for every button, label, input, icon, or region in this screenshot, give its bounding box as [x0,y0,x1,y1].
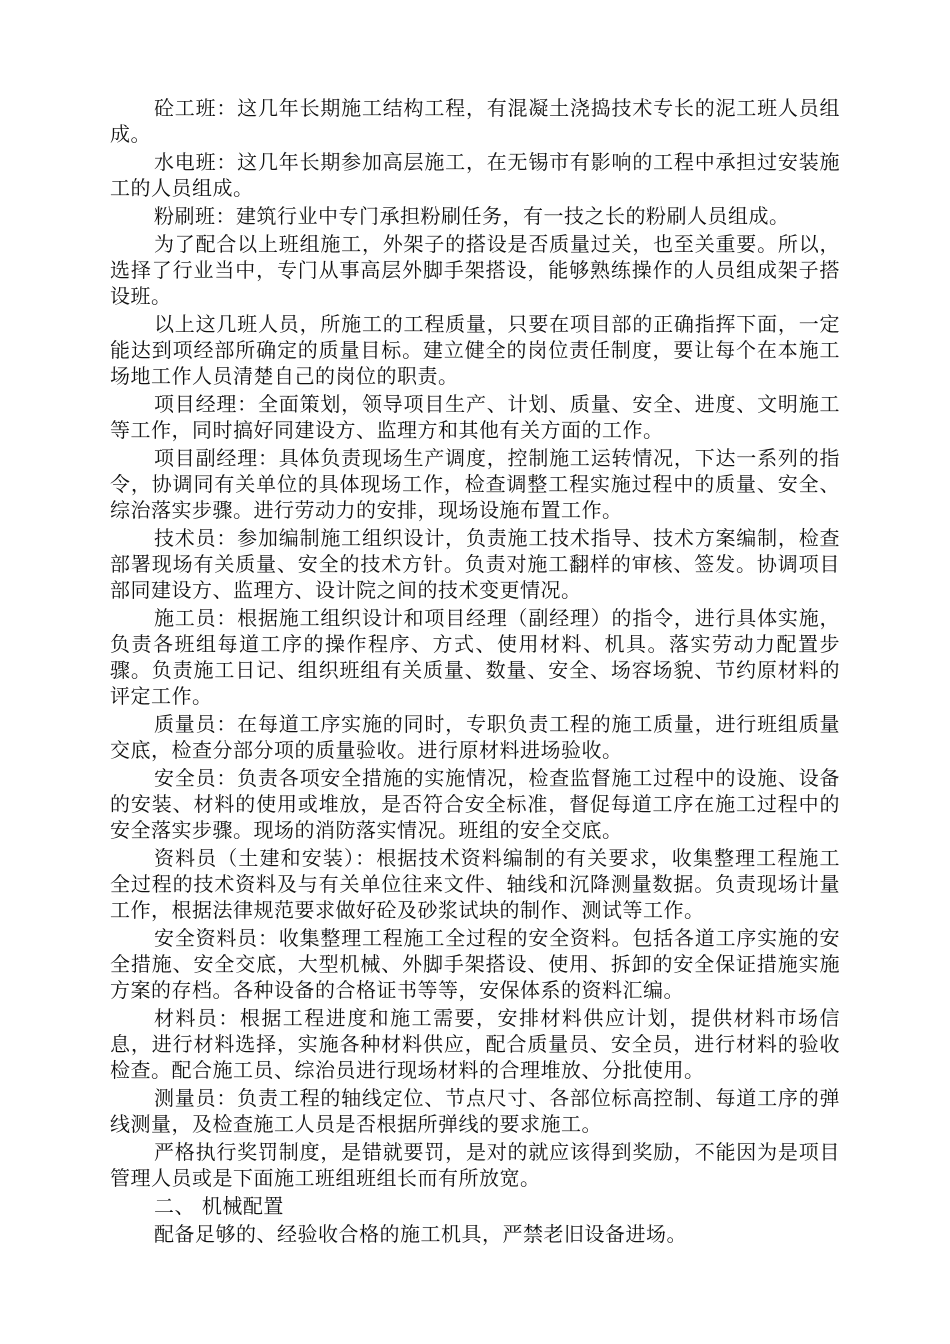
paragraph-safety-document-officer: 安全资料员：收集整理工程施工全过程的安全资料。包括各道工序实施的安全措施、安全交底，大型机械、外脚手架搭设、使用、拆卸的安全保证措施实施方案的存档。各种设备的合格证书等等，安保体系的资料汇编。 [110,926,840,1002]
paragraph-material-officer: 材料员：根据工程进度和施工需要，安排材料供应计划，提供材料市场信息，进行材料选择，实施各种材料供应，配合质量员、安全员，进行材料的验收检查。配合施工员、综治员进行现场材料的合理堆放、分批使用。 [110,1006,840,1082]
paragraph-safety-officer: 安全员：负责各项安全措施的实施情况，检查监督施工过程中的设施、设备的安装、材料的使用或堆放，是否符合安全标准，督促每道工序在施工过程中的安全落实步骤。现场的消防落实情况。班组的安全交底。 [110,766,840,842]
paragraph-concrete-team: 砼工班：这几年长期施工结构工程，有混凝土浇捣技术专长的泥工班人员组成。 [110,96,840,146]
document-body [110,95,840,1249]
paragraph-scaffolding-team: 为了配合以上班组施工，外架子的搭设是否质量过关，也至关重要。所以，选择了行业当中，专门从事高层外脚手架搭设，能够熟练操作的人员组成架子搭设班。 [110,232,840,308]
section-heading: 二、 机械配置 [154,1194,284,1218]
paragraph-deputy-manager: 项目副经理：具体负责现场生产调度，控制施工运转情况，下达一系列的指令，协调同有关单位的具体现场工作，检查调整工程实施过程中的质量、安全、综治落实步骤。进行劳动力的安排，现场设施布置工作。 [110,446,840,522]
paragraph-surveyor: 测量员：负责工程的轴线定位、节点尺寸、各部位标高控制、每道工序的弹线测量，及检查施工人员是否根据所弹线的要求施工。 [110,1086,840,1136]
paragraph-construction-worker: 施工员：根据施工组织设计和项目经理（副经理）的指令，进行具体实施，负责各班组每道工序的操作程序、方式、使用材料、机具。落实劳动力配置步骤。负责施工日记、组织班组有关质量、数量、安全、场容场貌、节约原材料的评定工作。 [110,606,840,708]
paragraph-quality-target: 以上这几班人员，所施工的工程质量，只要在项目部的正确指挥下面，一定能达到项经部所确定的质量目标。建立健全的岗位责任制度，要让每个在本施工场地工作人员清楚自己的岗位的职责。 [110,312,840,388]
paragraph-reward-penalty: 严格执行奖罚制度，是错就要罚，是对的就应该得到奖励，不能因为是项目管理人员或是下面施工班组班组长而有所放宽。 [110,1140,840,1190]
paragraph-technician: 技术员：参加编制施工组织设计，负责施工技术指导、技术方案编制，检查部署现场有关质量、安全的技术方针。负责对施工翻样的审核、签发。协调项目部同建设方、监理方、设计院之间的技术变更情况。 [110,526,840,602]
paragraph-quality-officer: 质量员：在每道工序实施的同时，专职负责工程的施工质量，进行班组质量交底，检查分部分项的质量验收。进行原材料进场验收。 [110,712,840,762]
paragraph-machinery: 配备足够的、经验收合格的施工机具，严禁老旧设备进场。 [154,1222,687,1246]
paragraph-project-manager: 项目经理：全面策划，领导项目生产、计划、质量、安全、进度、文明施工等工作，同时搞好同建设方、监理方和其他有关方面的工作。 [110,392,840,442]
paragraph-document-officer: 资料员（土建和安装）：根据技术资料编制的有关要求，收集整理工程施工全过程的技术资料及与有关单位往来文件、轴线和沉降测量数据。负责现场计量工作，根据法律规范要求做好砼及砂浆试块的制作、测试等工作。 [110,846,840,922]
paragraph-plumbing-electrical-team: 水电班：这几年长期参加高层施工，在无锡市有影响的工程中承担过安装施工的人员组成。 [110,150,840,200]
paragraph-plastering-team: 粉刷班：建筑行业中专门承担粉刷任务，有一技之长的粉刷人员组成。 [154,204,790,228]
